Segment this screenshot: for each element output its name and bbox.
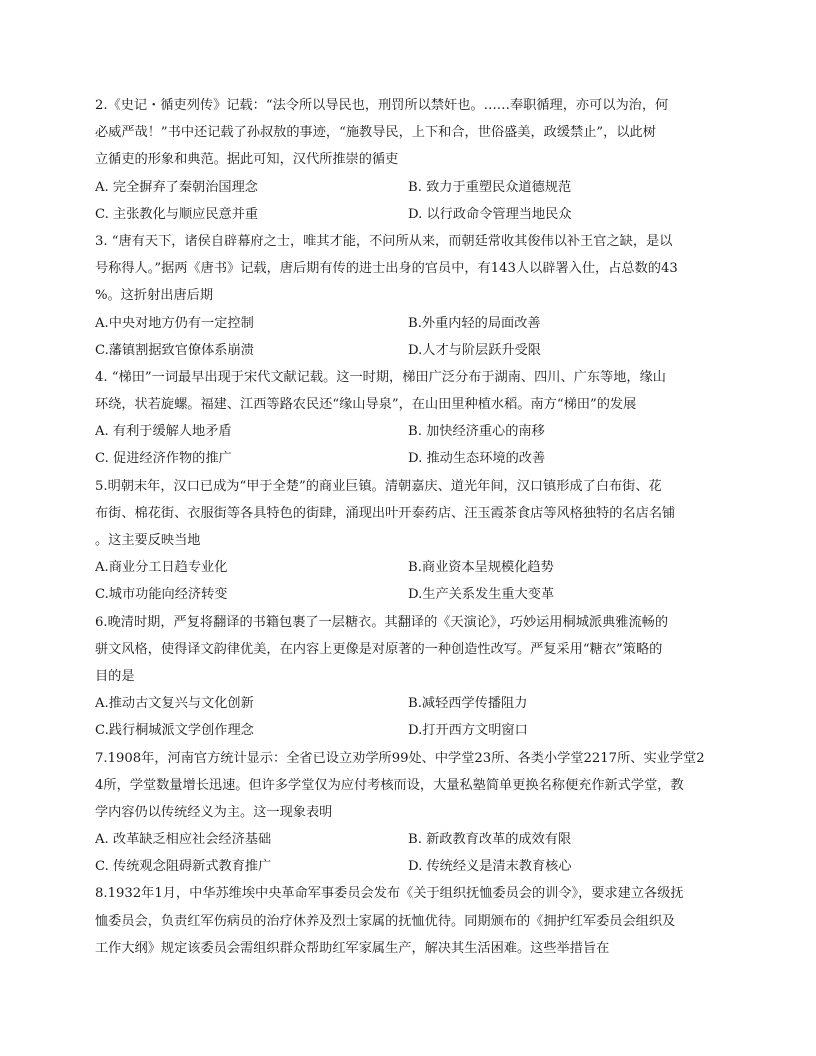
option-b[interactable]: B.外重内轻的局面改善 [408, 315, 541, 331]
option-row [95, 690, 727, 717]
option-c[interactable]: C.城市功能向经济转变 [95, 587, 228, 603]
question-stem-line: 6.晚清时期，严复将翻译的书籍包裹了一层糖衣。其翻译的《天演论》，巧妙运用桐城派典雅流畅的 [95, 614, 669, 630]
option-a[interactable]: A. 改革缺乏相应社会经济基础 [95, 832, 272, 848]
option-row [95, 310, 727, 337]
question-stem-line: 5.明朝末年，汉口已成为“甲于全楚”的商业巨镇。清朝嘉庆、道光年间，汉口镇形成了白布街、花 [95, 478, 662, 494]
question-7 [95, 745, 727, 881]
option-d[interactable]: D.打开西方文明窗口 [408, 723, 528, 739]
option-b[interactable]: B.减轻西学传播阻力 [408, 696, 528, 712]
option-row [95, 853, 727, 880]
exam-page [95, 92, 727, 962]
question-stem-line: 立循吏的形象和典范。据此可知，汉代所推崇的循吏 [95, 152, 399, 168]
question-2 [95, 92, 727, 228]
option-b[interactable]: B. 致力于重塑民众道德规范 [408, 179, 572, 195]
question-stem-line: 号称得人。”据两《唐书》记载，唐后期有传的进士出身的官员中，有143人以辟署入仕，占总数的43 [95, 261, 678, 277]
question-stem-line: 恤委员会，负责红军伤病员的治疗休养及烈士家属的抚恤优待。同期颁布的《拥护红军委员会组织及 [95, 913, 676, 929]
option-row [95, 174, 727, 201]
option-c[interactable]: C. 传统观念阻碍新式教育推广 [95, 859, 272, 875]
question-stem-line: 8.1932年1月，中华苏维埃中央革命军事委员会发布《关于组织抚恤委员会的训令》，要求建立各级抚 [95, 886, 684, 902]
question-6 [95, 609, 727, 745]
question-stem-line: 骈文风格，使得译文韵律优美，在内容上更像是对原著的一种创造性改写。严复采用“糖衣”策略的 [95, 641, 663, 657]
question-stem-line: 布街、棉花街、衣服街等各具特色的街肆，涌现出叶开泰药店、汪玉霞茶食店等风格独特的名店名铺 [95, 505, 676, 521]
option-row [95, 418, 727, 445]
question-5 [95, 473, 727, 609]
question-stem-line: 环绕，状若旋螺。福建、江西等路农民还“缘山导泉”，在山田里种植水稻。南方“梯田”的发展 [95, 397, 637, 413]
question-stem-line: 7.1908年，河南官方统计显示：全省已设立劝学所99处、中学堂23所、各类小学堂2217所、实业学堂2 [95, 750, 705, 766]
question-stem-line: 学内容仍以传统经义为主。这一现象表明 [95, 804, 333, 820]
question-3 [95, 228, 727, 364]
question-stem-line: %。这折射出唐后期 [95, 288, 214, 304]
option-a[interactable]: A. 有利于缓解人地矛盾 [95, 424, 232, 440]
option-row [95, 826, 727, 853]
option-c[interactable]: C. 促进经济作物的推广 [95, 451, 232, 467]
option-row [95, 201, 727, 228]
option-d[interactable]: D. 推动生态环境的改善 [408, 451, 546, 467]
question-stem-line: 4所，学堂数量增长迅速。但许多学堂仅为应付考核而设，大量私塾简单更换名称便充作新式学堂，教 [95, 777, 684, 793]
question-stem-line: 4. “梯田”一词最早出现于宋代文献记载。这一时期，梯田广泛分布于湖南、四川、广东等地，缘山 [95, 369, 666, 385]
option-c[interactable]: C. 主张教化与顺应民意并重 [95, 206, 259, 222]
option-row [95, 717, 727, 744]
question-stem-line: 工作大纲》规定该委员会需组织群众帮助红军家属生产，解决其生活困难。这些举措旨在 [95, 940, 610, 956]
option-a[interactable]: A. 完全摒弃了秦朝治国理念 [95, 179, 258, 195]
question-8 [95, 880, 727, 962]
option-row [95, 554, 727, 581]
option-d[interactable]: D. 传统经义是清末教育核心 [408, 859, 572, 875]
option-d[interactable]: D. 以行政命令管理当地民众 [408, 206, 572, 222]
question-stem-line: 必威严哉！”书中还记载了孙叔敖的事迹，“施教导民，上下和合，世俗盛美，政缓禁止”，以此树 [95, 125, 656, 141]
question-stem-line: 2.《史记・循吏列传》记载：“法令所以导民也，刑罚所以禁奸也。……奉职循理，亦可以为治，何 [95, 98, 669, 113]
option-a[interactable]: A.中央对地方仍有一定控制 [95, 315, 254, 331]
question-stem-line: 3. “唐有天下，诸侯自辟幕府之士，唯其才能，不问所从来，而朝廷常收其俊伟以补王官之缺，是以 [95, 233, 673, 249]
option-c[interactable]: C.践行桐城派文学创作理念 [95, 723, 254, 739]
option-row [95, 581, 727, 608]
option-d[interactable]: D.生产关系发生重大变革 [408, 587, 555, 603]
question-4 [95, 364, 727, 473]
option-row [95, 445, 727, 472]
question-stem-line: 目的是 [95, 668, 135, 684]
option-row [95, 337, 727, 364]
option-d[interactable]: D.人才与阶层跃升受限 [408, 342, 541, 358]
question-stem-line: 。这主要反映当地 [95, 533, 201, 548]
option-a[interactable]: A.推动古文复兴与文化创新 [95, 696, 254, 712]
option-a[interactable]: A.商业分工日趋专业化 [95, 560, 228, 576]
option-b[interactable]: B. 加快经济重心的南移 [408, 424, 545, 440]
option-b[interactable]: B. 新政教育改革的成效有限 [408, 832, 572, 848]
option-c[interactable]: C.藩镇割据致官僚体系崩溃 [95, 342, 254, 358]
option-b[interactable]: B.商业资本呈规模化趋势 [408, 560, 554, 576]
